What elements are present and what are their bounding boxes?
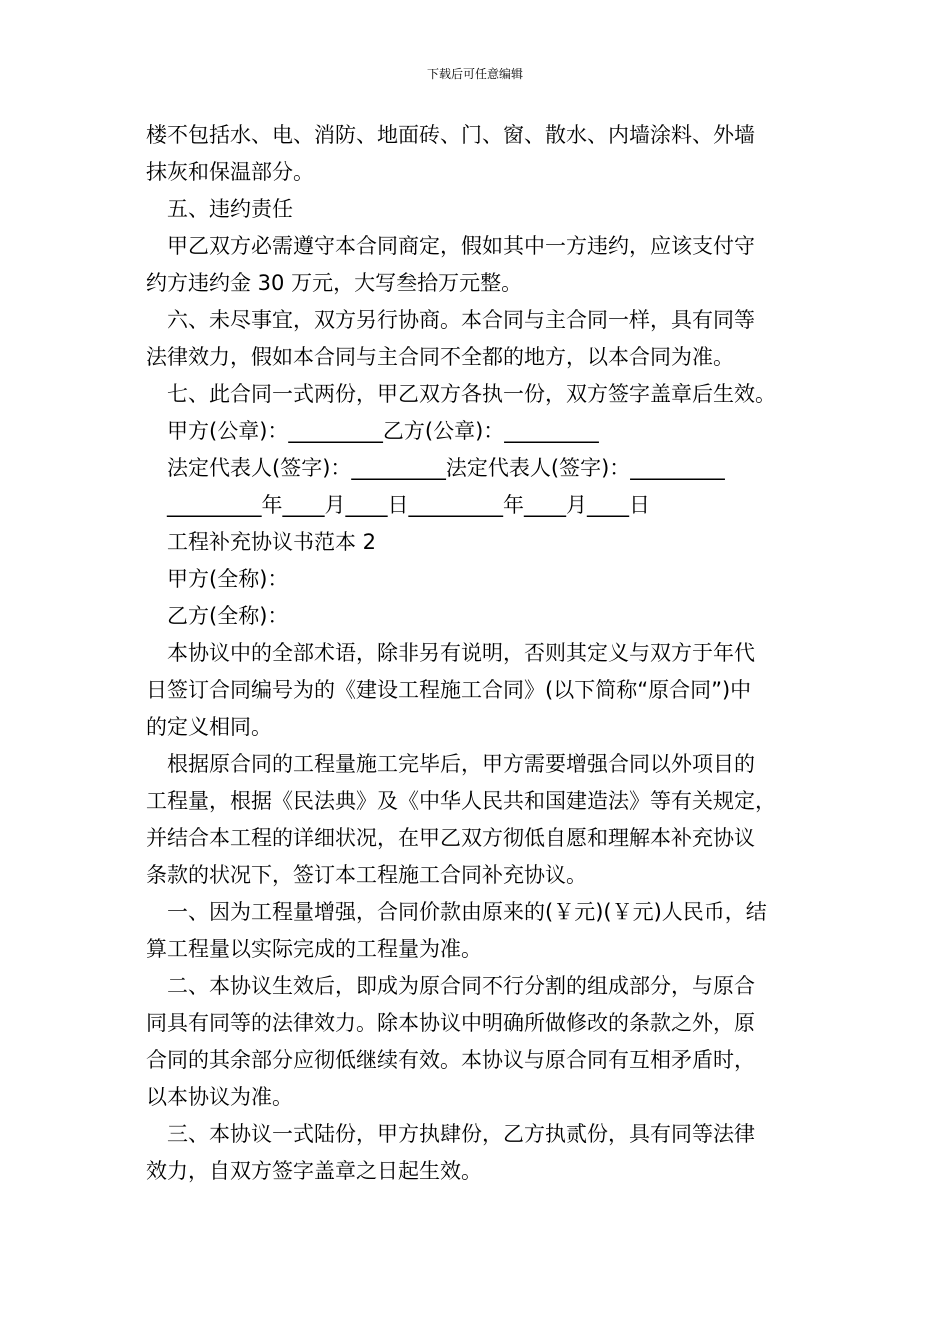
text-line: 合同的其余部分应彻低继续有效。本协议与原合同有互相矛盾时， — [146, 1048, 755, 1072]
text-line: 效力，自双方签字盖章之日起生效。 — [146, 1159, 482, 1183]
text-line: 并结合本工程的详细状况，在甲乙双方彻低自愿和理解本补充协议 — [146, 826, 755, 850]
text-line: 本协议中的全部术语，除非另有说明，否则其定义与双方于年代 — [167, 641, 755, 665]
text-line: 工程量，根据《民法典》及《中华人民共和国建造法》等有关规定， — [146, 789, 776, 813]
text-line: 楼不包括水、电、消防、地面砖、门、窗、散水、内墙涂料、外墙 — [146, 123, 755, 147]
text-line: 法律效力，假如本合同与主合同不全都的地方，以本合同为准。 — [146, 345, 734, 369]
text-line: _________年____月____日_________年____月____日 — [167, 493, 650, 517]
text-line: 一、因为工程量增强，合同价款由原来的(￥元)(￥元)人民币，结 — [167, 900, 767, 924]
text-line: 条款的状况下，签订本工程施工合同补充协议。 — [146, 863, 587, 887]
text-line: 法定代表人(签字)：_________法定代表人(签字)：_________ — [167, 456, 725, 480]
text-line: 算工程量以实际完成的工程量为准。 — [146, 937, 482, 961]
text-line: 同具有同等的法律效力。除本协议中明确所做修改的条款之外，原 — [146, 1011, 755, 1035]
text-line: 工程补充协议书范本 2 — [167, 530, 377, 554]
text-line: 五、违约责任 — [167, 197, 293, 221]
page-header: 下载后可任意编辑 — [426, 67, 523, 81]
text-line: 以本协议为准。 — [146, 1085, 293, 1109]
text-line: 根据原合同的工程量施工完毕后，甲方需要增强合同以外项目的 — [167, 752, 755, 776]
text-line: 二、本协议生效后，即成为原合同不行分割的组成部分，与原合 — [167, 974, 755, 998]
text-line: 的定义相同。 — [146, 715, 272, 739]
text-line: 甲方(公章)：_________乙方(公章)：_________ — [167, 419, 599, 443]
text-line: 六、未尽事宜，双方另行协商。本合同与主合同一样，具有同等 — [167, 308, 755, 332]
text-line: 甲方(全称)： — [167, 567, 289, 591]
document-body — [146, 117, 811, 1190]
text-line: 日签订合同编号为的《建设工程施工合同》(以下简称“原合同”)中 — [146, 678, 752, 702]
text-line: 七、此合同一式两份，甲乙双方各执一份，双方签字盖章后生效。 — [167, 382, 776, 406]
text-line: 三、本协议一式陆份，甲方执肆份，乙方执贰份，具有同等法律 — [167, 1122, 755, 1146]
text-line: 抹灰和保温部分。 — [146, 160, 314, 184]
text-line: 乙方(全称)： — [167, 604, 289, 628]
text-line: 约方违约金 30 万元，大写叁拾万元整。 — [146, 271, 523, 295]
text-line: 甲乙双方必需遵守本合同商定，假如其中一方违约，应该支付守 — [167, 234, 755, 258]
